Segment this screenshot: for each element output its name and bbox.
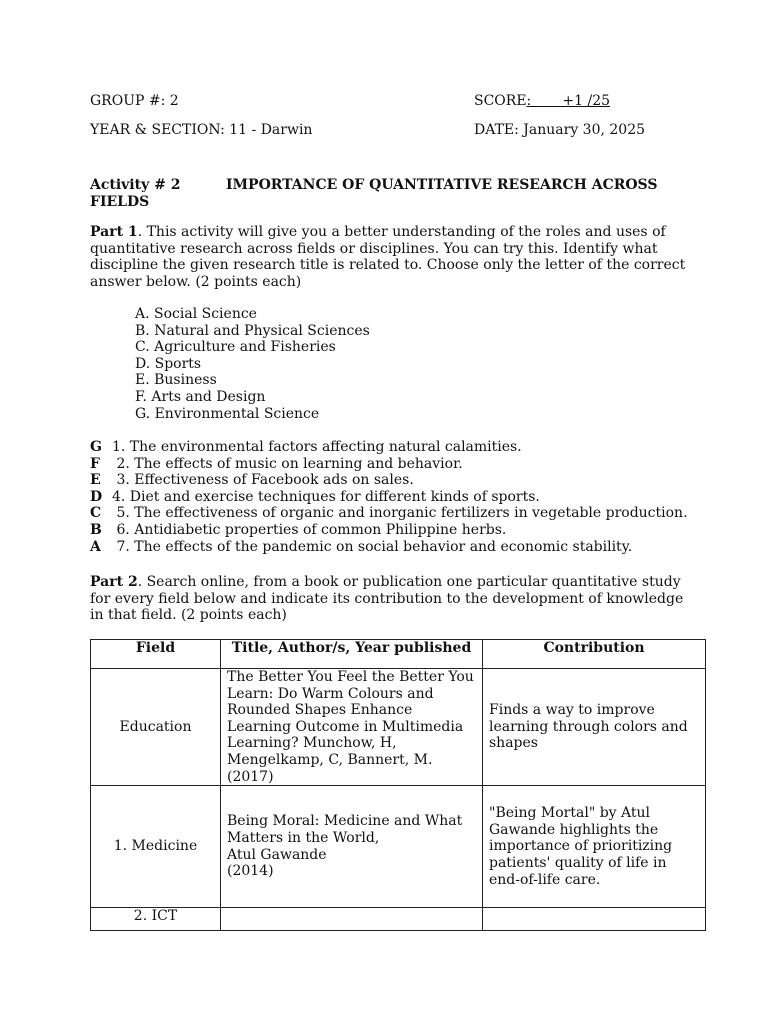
answer-item: 7. The effects of the pandemic on social behavior and economic stability. xyxy=(112,538,633,555)
table-row xyxy=(91,908,706,931)
choice-item: B. Natural and Physical Sciences xyxy=(135,322,370,339)
part2-text: . Search online, from a book or publication one particular quantitative study for every field below and indicate its contribution to the development of knowledge in that field. (2 points each) xyxy=(90,574,684,624)
part2-instructions xyxy=(90,574,690,624)
title-cell: Being Moral: Medicine and What Matters in the World, Atul Gawande (2014) xyxy=(221,786,483,908)
contribution-cell: "Being Mortal" by Atul Gawande highlights the importance of prioritizing patients' quality of life in end-of-life care. xyxy=(483,786,706,908)
study-table xyxy=(90,639,706,931)
part1-instructions xyxy=(90,224,690,290)
part2-label: Part 2 xyxy=(90,574,138,590)
choice-item: C. Agriculture and Fisheries xyxy=(135,339,336,356)
answer-letter: D xyxy=(90,488,103,505)
choice-item: G. Environmental Science xyxy=(135,405,320,422)
score-value: : +1 /25 xyxy=(526,93,611,109)
score-label: SCORE xyxy=(474,93,527,109)
header-title: Title, Author/s, Year published xyxy=(221,640,483,669)
part1-text: . This activity will give you a better understanding of the roles and uses of quantitative research across fields or disciplines. You can try this. Identify what discipline the given research title is related to. Choose only the letter of the correct answer below. (2 points each) xyxy=(90,224,686,290)
answer-item: 2. The effects of music on learning and behavior. xyxy=(112,455,463,472)
group-label: GROUP #: 2 xyxy=(90,93,179,109)
score-field xyxy=(474,93,610,110)
answer-letter: F xyxy=(90,455,100,472)
activity-title: IMPORTANCE OF QUANTITATIVE RESEARCH ACROSS FIELDS xyxy=(90,177,658,210)
field-cell: Education xyxy=(91,669,221,786)
title-cell xyxy=(221,908,483,931)
answer-row xyxy=(90,439,688,456)
answer-item: 5. The effectiveness of organic and inorganic fertilizers in vegetable production. xyxy=(112,505,688,522)
answer-letter: G xyxy=(90,439,102,455)
date-label: DATE: January 30, 2025 xyxy=(474,122,646,138)
answer-item: 6. Antidiabetic properties of common Philippine herbs. xyxy=(112,521,507,538)
answer-row xyxy=(90,472,688,489)
answer-list xyxy=(90,439,688,555)
activity-number: Activity # 2 xyxy=(90,177,181,193)
table-row xyxy=(91,786,706,908)
table-row xyxy=(91,669,706,786)
answer-item: 4. Diet and exercise techniques for different kinds of sports. xyxy=(112,488,540,505)
header-contribution: Contribution xyxy=(483,640,706,669)
answer-letter: E xyxy=(90,472,101,489)
table-header-row xyxy=(91,640,706,669)
part1-label: Part 1 xyxy=(90,224,138,240)
answer-letter: C xyxy=(90,505,102,522)
answer-row xyxy=(90,456,688,473)
answer-letter: A xyxy=(90,538,101,555)
field-cell: 2. ICT xyxy=(91,908,221,931)
choice-item: E. Business xyxy=(135,372,217,389)
choice-item: D. Sports xyxy=(135,355,202,372)
field-cell: 1. Medicine xyxy=(91,786,221,908)
answer-item: 3. Effectiveness of Facebook ads on sales. xyxy=(112,472,414,489)
choice-list xyxy=(135,306,370,422)
choice-item: A. Social Science xyxy=(135,306,257,322)
contribution-cell xyxy=(483,908,706,931)
answer-letter: B xyxy=(90,521,102,538)
answer-row xyxy=(90,539,688,556)
title-cell: The Better You Feel the Better You Learn: Do Warm Colours and Rounded Shapes Enhance Learning Outcome in Multimedia Learning? Munchow, H, Mengelkamp, C, Bannert, M. (2017) xyxy=(221,669,483,786)
header-field: Field xyxy=(91,640,221,669)
contribution-cell: Finds a way to improve learning through colors and shapes xyxy=(483,669,706,786)
activity-heading xyxy=(90,177,690,210)
answer-row xyxy=(90,505,688,522)
answer-row xyxy=(90,522,688,539)
answer-item: 1. The environmental factors affecting natural calamities. xyxy=(112,439,522,455)
choice-item: F. Arts and Design xyxy=(135,388,266,405)
year-section-label: YEAR & SECTION: 11 - Darwin xyxy=(90,122,313,138)
answer-row xyxy=(90,489,688,506)
